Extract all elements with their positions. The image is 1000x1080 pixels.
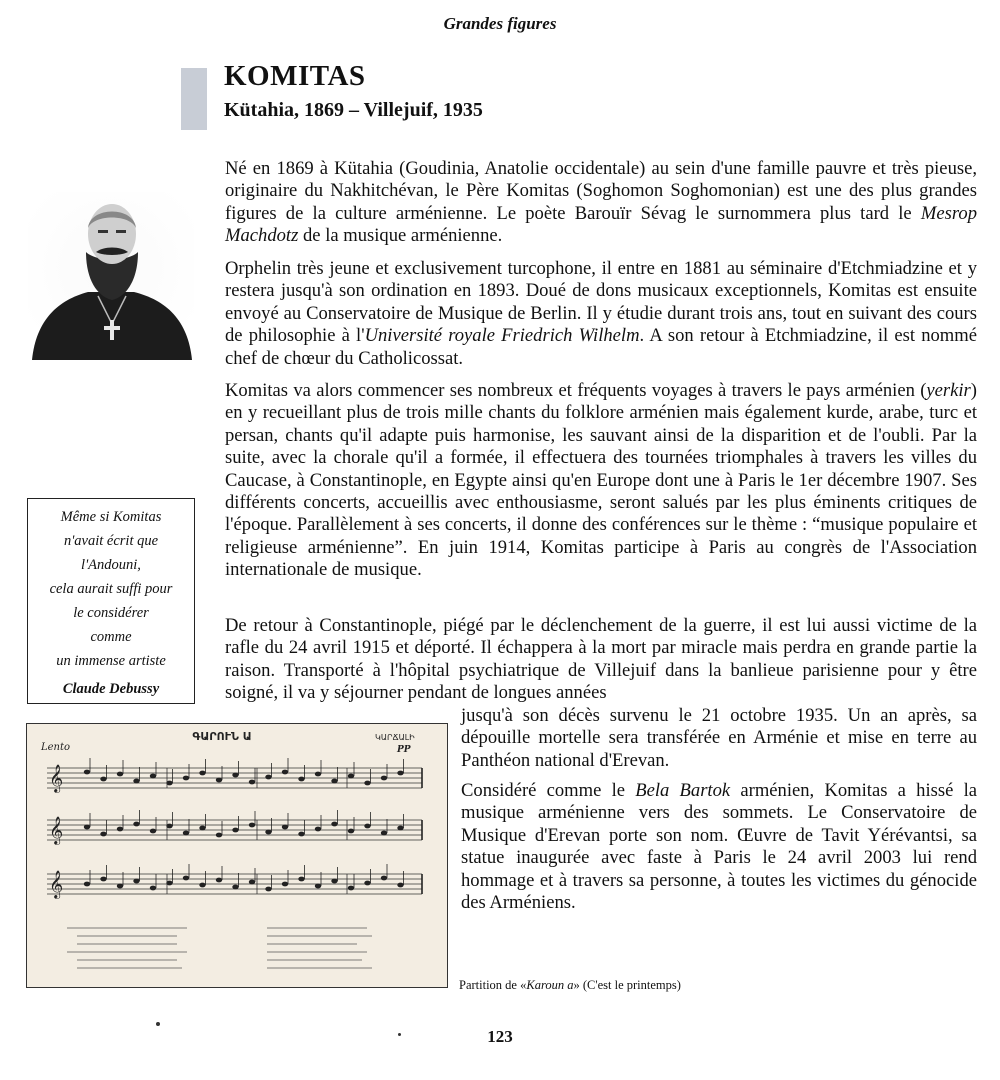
note-head — [232, 773, 238, 778]
note-head — [183, 776, 189, 781]
note-head — [84, 770, 90, 775]
treble-clef-icon: 𝄞 — [49, 766, 64, 792]
article-title: KOMITAS — [224, 60, 366, 92]
paragraph-deportation-continued: jusqu'à son décès survenu le 21 octobre 1935. Un an après, sa dépouille mortelle sera transférée en Arménie et mise en terre au Panthéon national d'Erevan. — [461, 705, 977, 771]
note-head — [348, 829, 354, 834]
staves — [47, 758, 422, 899]
note-head — [381, 876, 387, 881]
note-head — [232, 885, 238, 890]
note-head — [249, 880, 255, 885]
note-head — [331, 879, 337, 884]
note-head — [183, 876, 189, 881]
paragraph-legacy: Considéré comme le Bela Bartok arménien, Komitas a hissé la musique arménienne vers des sommets. Le Conservatoire de Musique d'Erevan porte son nom. Œuvre de Tavit Yérévantsi, sa statue inaugurée avec faste à Paris le 24 avril 2003 lui rend hommage et à travers sa personne, à toutes les victimes du génocide des Arméniens. — [461, 780, 978, 914]
note-head — [265, 887, 271, 892]
note-head — [364, 824, 370, 829]
note-head — [117, 772, 123, 777]
note-head — [298, 877, 304, 882]
note-head — [100, 777, 106, 782]
note-head — [315, 884, 321, 889]
note-head — [315, 827, 321, 832]
quote-line: l'Andouni, — [81, 557, 141, 573]
quote-author: Claude Debussy — [62, 681, 160, 697]
score-dynamic: PP — [397, 745, 411, 755]
score-tempo: Lento — [41, 742, 71, 753]
article-subtitle: Kütahia, 1869 – Villejuif, 1935 — [224, 99, 483, 121]
note-head — [100, 832, 106, 837]
note-head — [133, 779, 139, 784]
note-head — [150, 774, 156, 779]
note-head — [397, 826, 403, 831]
note-head — [117, 827, 123, 832]
note-head — [298, 777, 304, 782]
quote-line: un immense artiste — [56, 653, 166, 669]
note-head — [282, 882, 288, 887]
note-head — [282, 825, 288, 830]
note-head — [199, 883, 205, 888]
note-head — [364, 881, 370, 886]
note-head — [199, 771, 205, 776]
note-head — [265, 775, 271, 780]
quote-line: comme — [90, 629, 132, 645]
note-head — [216, 833, 222, 838]
quote-line: le considérer — [73, 605, 149, 621]
sheet-music-illustration — [27, 724, 447, 986]
note-head — [348, 774, 354, 779]
paragraph-education: Orphelin très jeune et exclusivement turcophone, il entre en 1881 au séminaire d'Etchmiadzine et y restera jusqu'à son ordination en 1893. Doué de dons musicaux exceptionnels, Komitas est ensuite envoyé au Conservatoire de Musique de Berlin. Il y étudie durant trois ans, tout en suivant des cours de philosophie à l'Université royale Friedrich Wilhelm. A son retour à Etchmiadzine, il est nommé chef de chœur du Catholicossat. — [225, 258, 977, 369]
note-head — [84, 825, 90, 830]
paragraph-travels: Komitas va alors commencer ses nombreux et fréquents voyages à travers le pays arménien (yerkir) en y recueillant plus de trois mille chants du folklore arménien mais également kurde, arabe, turc et persan, chants qu'il adapte puis harmonise, les sauvant ainsi de la disparition et de l'oubli. Par la suite, avec la chorale qu'il a formée, il effectuera des tournées triomphales à travers les villes du Caucase, à Constantinople, en Egypte ainsi qu'en Europe dont une à Paris le 1er décembre 1907. Ses différents concerts, accueillis avec enthousiasme, seront salués par les plus éminents critiques de l'époque. Parallèlement à ses concerts, il donne des conférences sur le thème : “musique populaire et religieuse arménienne”. En juin 1914, Komitas participe à Paris au congrès de l'Association internationale de musique. — [225, 380, 977, 581]
note-head — [183, 831, 189, 836]
note-head — [133, 822, 139, 827]
paragraph-deportation: De retour à Constantinople, piégé par le déclenchement de la guerre, il est lui aussi victime de la rafle du 24 avril 1915 et déporté. Il échappera à la mort par miracle mais perdra en grande partie la raison. Transporté à l'hôpital psychiatrique de Villejuif dans la banlieue parisienne pour y être soigné, il va y séjourner pendant de longues années — [225, 615, 977, 704]
note-head — [133, 879, 139, 884]
note-head — [216, 878, 222, 883]
note-head — [100, 877, 106, 882]
quote-line: Même si Komitas — [60, 509, 162, 525]
score-caption: Partition de «Karoun a» (C'est le printemps) — [459, 978, 681, 992]
note-head — [84, 882, 90, 887]
score-title: ԳԱՐՈՒՆ Ա — [192, 730, 252, 743]
note-head — [199, 826, 205, 831]
print-speck — [156, 1022, 160, 1026]
note-head — [315, 772, 321, 777]
note-head — [216, 778, 222, 783]
note-head — [348, 886, 354, 891]
score-label: ԿԱՐՃԱԼԻ — [375, 733, 415, 742]
print-speck — [398, 1033, 401, 1036]
running-header: Grandes figures — [443, 14, 557, 33]
note-head — [298, 832, 304, 837]
note-head — [265, 830, 271, 835]
note-head — [232, 828, 238, 833]
treble-clef-icon: 𝄞 — [49, 818, 64, 844]
quote-line: cela aurait suffi pour — [49, 581, 173, 597]
note-head — [331, 822, 337, 827]
note-head — [397, 771, 403, 776]
note-head — [364, 781, 370, 786]
komitas-portrait — [28, 192, 194, 360]
note-head — [381, 831, 387, 836]
debussy-quote-box — [27, 498, 195, 704]
sheet-music-image — [26, 723, 448, 988]
note-head — [249, 823, 255, 828]
page-number: 123 — [487, 1027, 513, 1046]
quote-line: n'avait écrit que — [63, 533, 159, 549]
note-head — [381, 776, 387, 781]
treble-clef-icon: 𝄞 — [49, 872, 64, 898]
note-head — [150, 886, 156, 891]
note-head — [249, 780, 255, 785]
note-head — [397, 883, 403, 888]
paragraph-intro: Né en 1869 à Kütahia (Goudinia, Anatolie occidentale) au sein d'une famille pauvre et très pieuse, originaire du Nakhitchévan, le Père Komitas (Soghomon Soghomonian) est une des plus grandes figures de la culture arménienne. Le poète Barouïr Sévag le surnommera plus tard le Mesrop Machdotz de la musique arménienne. — [225, 158, 977, 247]
title-accent-bar — [181, 68, 207, 130]
note-head — [150, 829, 156, 834]
note-head — [117, 884, 123, 889]
lyrics-text-block — [67, 928, 372, 968]
note-head — [282, 770, 288, 775]
note-head — [331, 779, 337, 784]
